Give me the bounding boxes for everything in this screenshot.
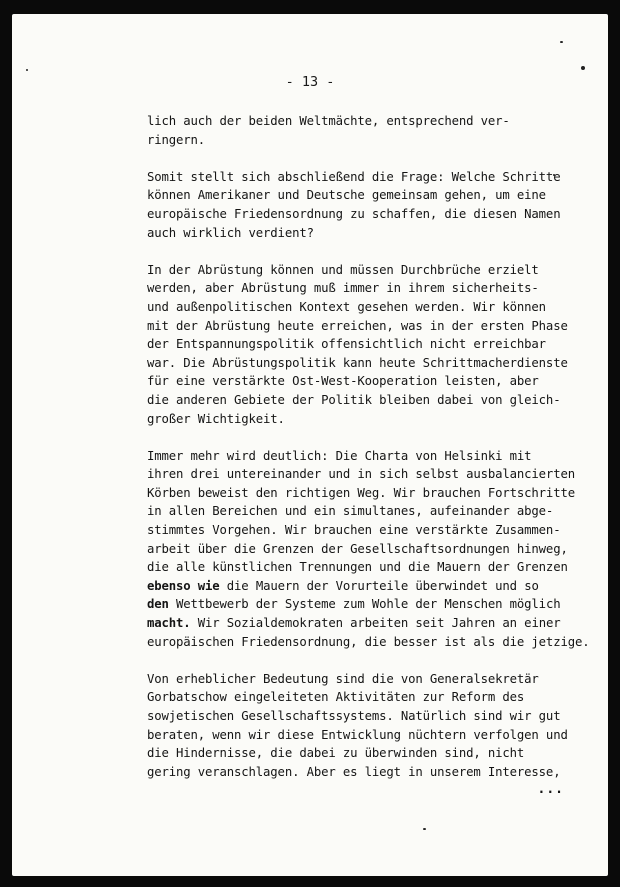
- scan-speck: [581, 66, 585, 70]
- text-line: Von erheblicher Bedeutung sind die von Generalsekretär: [147, 671, 539, 686]
- text-line: In der Abrüstung können und müssen Durchbrüche erzielt: [147, 262, 539, 277]
- line-text: die Mauern der Vorurteile überwindet und so: [219, 578, 539, 593]
- line-text: Wettbewerb der Systeme zum Wohle der Menschen möglich: [168, 597, 561, 612]
- text-line: beraten, wenn wir diese Entwicklung nüchtern verfolgen und: [147, 727, 568, 742]
- text-line: Gorbatschow eingeleiteten Aktivitäten zur Reform des: [147, 690, 525, 705]
- text-line: sowjetischen Gesellschaftssystems. Natürlich sind wir gut: [147, 709, 561, 723]
- text-line: war. Die Abrüstungspolitik kann heute Schrittmacherdienste: [147, 355, 568, 370]
- paragraph: [147, 112, 597, 149]
- text-line: [147, 595, 597, 614]
- continuation-marker: ...: [537, 782, 564, 797]
- text-line: gering veranschlagen. Aber es liegt in unserem Interesse,: [147, 764, 561, 779]
- text-line: in allen Bereichen und ein simultanes, aufeinander abge-: [147, 504, 554, 519]
- text-line: auch wirklich verdient?: [147, 225, 314, 240]
- bold-text: ebenso wie: [147, 578, 220, 593]
- text-line: der Entspannungspolitik offensichtlich nicht erreichbar: [147, 337, 546, 352]
- text-line: arbeit über die Grenzen der Gesellschaftsordnungen hinweg,: [147, 541, 568, 556]
- text-line: ihren drei untereinander und in sich selbst ausbalancierten: [147, 467, 575, 482]
- page-number: - 13 -: [285, 74, 335, 90]
- document-body: [147, 112, 597, 800]
- document-page: [12, 14, 608, 876]
- paragraph: [147, 168, 597, 242]
- scan-speck: [423, 828, 426, 830]
- text-line: mit der Abrüstung heute erreichen, was in der ersten Phase: [147, 318, 568, 333]
- text-line: europäische Friedensordnung zu schaffen, die diesen Namen: [147, 206, 561, 221]
- text-line: können Amerikaner und Deutsche gemeinsam gehen, um eine: [147, 188, 546, 203]
- text-line: werden, aber Abrüstung muß immer in ihrem sicherheits-: [147, 281, 539, 296]
- scan-speck: [26, 69, 28, 71]
- line-text: Wir Sozialdemokraten arbeiten seit Jahren an einer: [190, 616, 561, 631]
- bold-text: macht.: [147, 616, 191, 631]
- paragraph: [147, 670, 597, 782]
- text-line: [147, 614, 597, 633]
- text-line: Körben beweist den richtigen Weg. Wir brauchen Fortschritte: [147, 485, 575, 500]
- text-line: lich auch der beiden Weltmächte, entsprechend ver-: [147, 114, 510, 128]
- text-line: die Hindernisse, die dabei zu überwinden sind, nicht: [147, 746, 525, 761]
- text-line: großer Wichtigkeit.: [147, 411, 285, 426]
- text-line: stimmtes Vorgehen. Wir brauchen eine verstärkte Zusammen-: [147, 523, 561, 538]
- text-line: für eine verstärkte Ost-West-Kooperation leisten, aber: [147, 374, 539, 389]
- text-line: ringern.: [147, 132, 206, 147]
- text-line: Somit stellt sich abschließend die Frage: Welche Schritte: [147, 169, 561, 184]
- text-line: Immer mehr wird deutlich: Die Charta von Helsinki mit: [147, 448, 532, 463]
- paragraph: [147, 447, 597, 652]
- text-line: die anderen Gebiete der Politik bleiben dabei von gleich-: [147, 392, 561, 407]
- scan-speck: [560, 41, 563, 43]
- text-line: [147, 577, 597, 596]
- text-line: und außenpolitischen Kontext gesehen werden. Wir können: [147, 299, 546, 314]
- bold-text: den: [147, 597, 169, 612]
- text-line: europäischen Friedensordnung, die besser ist als die jetzige.: [147, 634, 590, 649]
- paragraph: [147, 261, 597, 428]
- text-line: die alle künstlichen Trennungen und die Mauern der Grenzen: [147, 560, 568, 575]
